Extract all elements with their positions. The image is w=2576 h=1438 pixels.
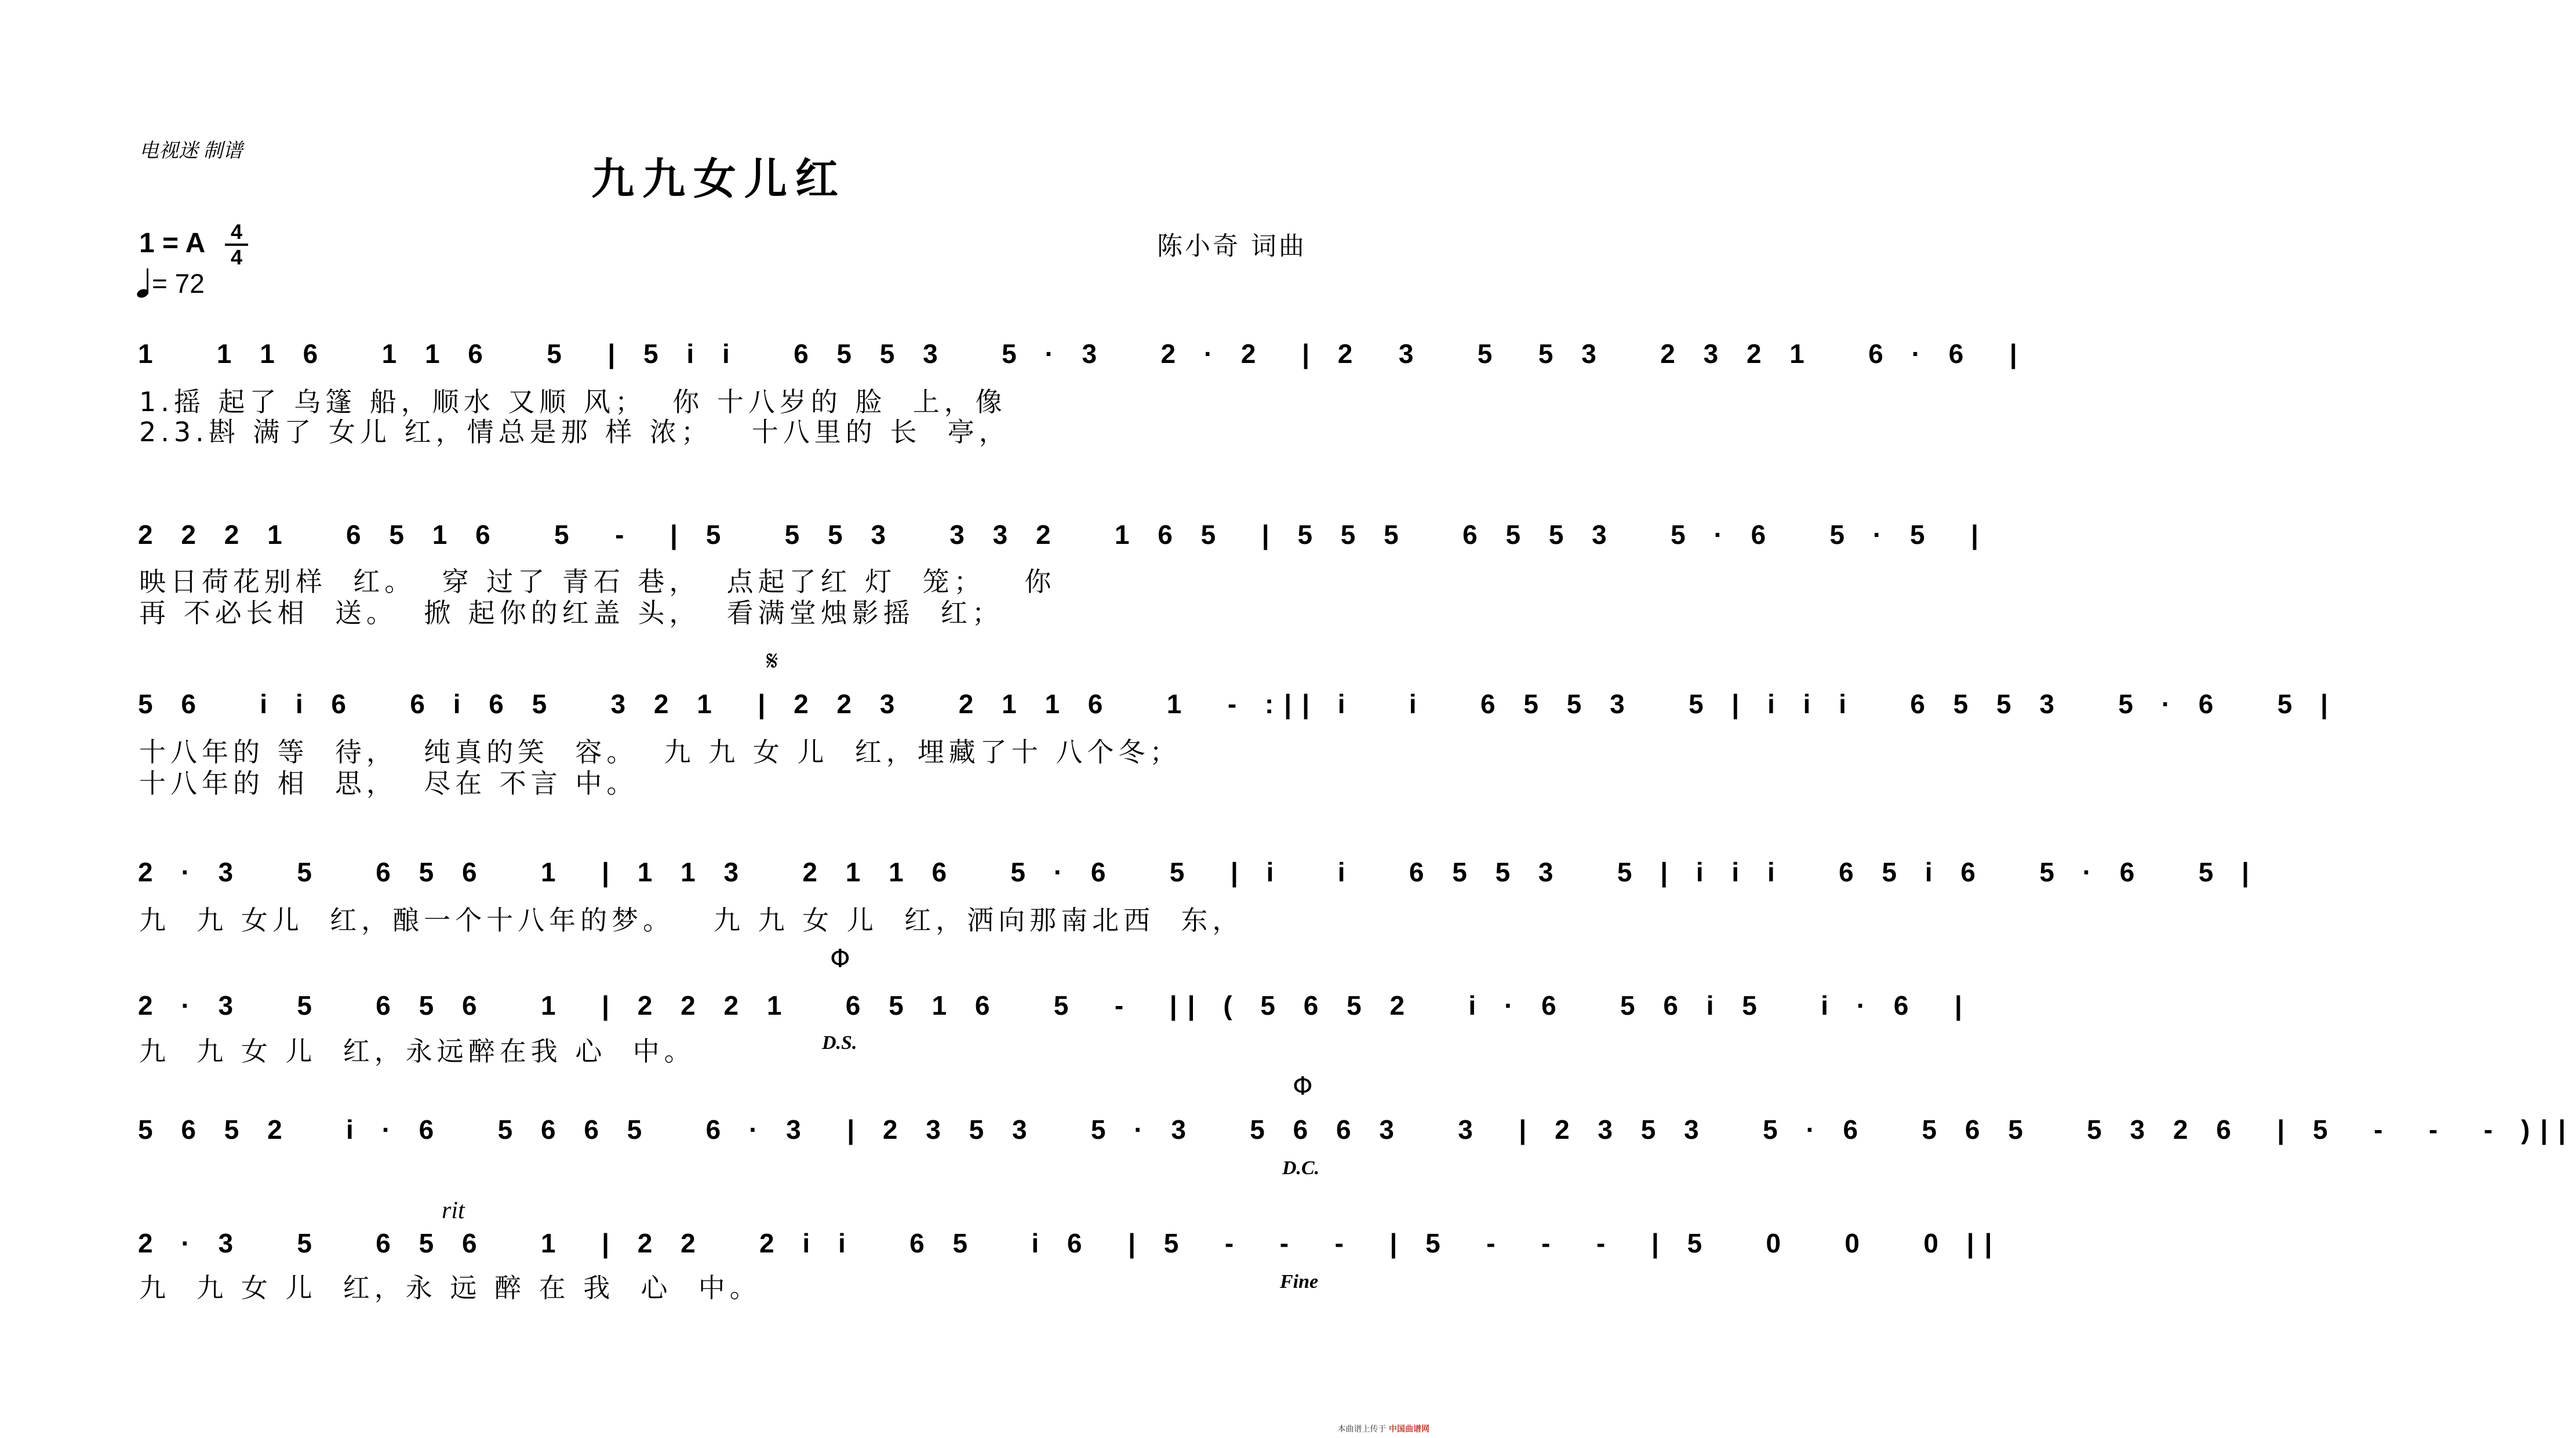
tempo-value: = 72: [152, 268, 205, 299]
fine-mark: Fine: [1280, 1271, 1319, 1292]
da-capo-mark: D.C.: [1282, 1157, 1320, 1179]
time-signature: [225, 221, 248, 268]
staff-line-2: 2 2 2 1 6 5 1 6 5 - | 5 5 5 3 3 3 2 1 6 5 | 5 5 5 6 5 5 3 5 · 6 5 · 5 |: [138, 520, 1989, 550]
lyric-line-7-verse-1: 九 九 女 儿 红，永 远 醉 在 我 心 中。: [139, 1272, 761, 1303]
lyric-line-2-verse-2: 再 不必长相 送。 掀 起你的红盖 头， 看满堂烛影摇 红；: [139, 597, 1003, 629]
meter-top: 4: [230, 220, 243, 244]
coda-icon: Φ: [1293, 1072, 1313, 1101]
staff-line-6: 5 6 5 2 i · 6 5 6 6 5 6 · 3 | 2 3 5 3 5 · 3 5 6 6 3 3 | 2 3 5 3 5 · 6 5 6 5 5 3 2 6 | 5 - - - )||: [138, 1114, 2576, 1145]
lyric-line-4-verse-1: 九 九 女儿 红，酿一个十八年的梦。 九 九 女 儿 红，洒向那南北西 东，: [139, 905, 1244, 936]
composer-credit: 陈小奇 词曲: [1157, 231, 1307, 261]
lyric-line-3-verse-2: 十八年的 相 思， 尽在 不言 中。: [139, 768, 638, 799]
tempo-marking: [137, 268, 205, 299]
footer-site-logo: 中国曲谱网: [1389, 1425, 1429, 1434]
footer-watermark: [1338, 1423, 1429, 1435]
ritardando-mark: rit: [442, 1197, 465, 1224]
coda-icon: Φ: [830, 944, 850, 974]
song-title: 九九女儿红: [591, 154, 846, 204]
quarter-note-icon: [137, 268, 152, 297]
footer-prefix: 本曲谱上传于: [1337, 1425, 1387, 1434]
lyric-line-1-verse-1: 1.摇 起了 乌篷 船，顺水 又顺 风； 你 十八岁的 脸 上，像: [139, 386, 1007, 417]
staff-line-3: 5 6 i i 6 6 i 6 5 3 2 1 | 2 2 3 2 1 1 6 1 - :|| i i 6 5 5 3 5 | i i i 6 5 5 3 5 · 6 5 |: [138, 689, 2338, 719]
lyric-line-3-verse-1: 十八年的 等 待， 纯真的笑 容。 九 九 女 儿 红，埋藏了十 八个冬；: [139, 736, 1181, 768]
segno-icon: 𝄋: [766, 645, 778, 677]
staff-line-5: 2 · 3 5 6 5 6 1 | 2 2 2 1 6 5 1 6 5 - || ( 5 6 5 2 i · 6 5 6 i 5 i · 6 |: [138, 990, 1973, 1021]
lyric-line-5-verse-1: 九 九 女 儿 红，永远醉在我 心 中。: [139, 1036, 696, 1067]
meter-bottom: 4: [230, 245, 243, 269]
staff-line-7: 2 · 3 5 6 5 6 1 | 2 2 2 i i 6 5 i 6 | 5 - - - | 5 - - - | 5 0 0 0 ||: [138, 1228, 2003, 1258]
key-signature: 1 = A: [139, 228, 206, 259]
score-credit: 电视迷 制谱: [139, 140, 243, 162]
staff-line-1: 1 1 1 6 1 1 6 5 | 5 i i 6 5 5 3 5 · 3 2 · 2 | 2 3 5 5 3 2 3 2 1 6 · 6 |: [138, 339, 2028, 369]
lyric-line-2-verse-1: 映日荷花别样 红。 穿 过了 青石 巷， 点起了红 灯 笼； 你: [139, 566, 1056, 597]
lyric-line-1-verse-2: 2.3.斟 满了 女儿 红，情总是那 样 浓； 十八里的 长 亭，: [139, 416, 1010, 448]
dal-segno-mark: D.S.: [822, 1032, 857, 1054]
staff-line-4: 2 · 3 5 6 5 6 1 | 1 1 3 2 1 1 6 5 · 6 5 | i i 6 5 5 3 5 | i i i 6 5 i 6 5 · 6 5 |: [138, 857, 2260, 887]
